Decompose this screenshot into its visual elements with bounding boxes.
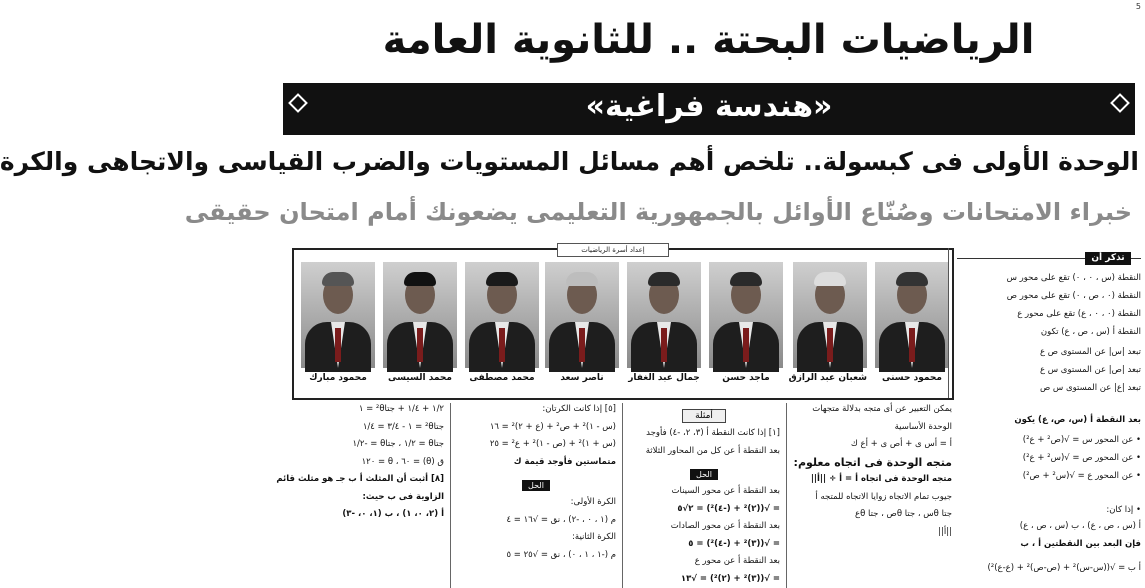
- col2-line: = √((٣)² + (-٤)²) = ٥: [688, 538, 780, 549]
- col4-line: جتا²θ = ١ - ٣/٤ = ١/٤: [362, 421, 444, 432]
- prep-label: إعداد أسرة الرياضيات: [557, 243, 669, 257]
- person-name: ناصر سعد: [560, 373, 604, 383]
- sidebar-line: تبعد |ع| عن المستوى س ص: [1039, 383, 1141, 393]
- sidebar-line: النقطة أ (س ، ص ، ع) تكون: [1040, 327, 1141, 337]
- person-card: [465, 262, 539, 388]
- portrait-tie: [579, 328, 585, 362]
- portrait-tie: [909, 328, 915, 362]
- col3-line: (س + ١)² + (ص - ١)² + ع² = ٢٥: [489, 439, 616, 449]
- person-card: [875, 262, 949, 388]
- portrait-photo: [545, 262, 619, 368]
- portrait-tie: [827, 328, 833, 362]
- corner-mark: 5: [1135, 2, 1141, 11]
- solution-badge: الحل: [522, 480, 550, 491]
- col2-line: بعد النقطة أ عن محور السينات: [671, 486, 780, 496]
- portrait-photo: [709, 262, 783, 368]
- col4-line: أ (٢، ٠، ١) ، ب (١، ٠، -٣): [342, 509, 444, 519]
- sidebar-line: النقطة (س ، ٠ ، ٠) تقع على محور س: [1006, 273, 1141, 283]
- person-name: محمود حسنى: [882, 373, 942, 383]
- person-name: شعبان عبد الرازق: [788, 373, 867, 383]
- examples-badge: أمثلة: [682, 409, 726, 423]
- sidebar-line: • عن المحور ع = √(س² + ص²): [1022, 471, 1141, 481]
- person-card: [788, 262, 867, 388]
- portrait-photo: [627, 262, 701, 368]
- portrait-tie: [743, 328, 749, 362]
- col3-line: الكرة الثانية:: [572, 532, 616, 542]
- column-separator: [786, 403, 787, 588]
- portrait-hair: [730, 272, 762, 286]
- sidebar-line: • عن المحور ص = √(س² + ع²): [1022, 453, 1141, 463]
- column-separator: [450, 403, 451, 588]
- col2-line: بعد النقطة أ عن محور الصادات: [670, 521, 780, 531]
- col2-line: بعد النقطة أ عن كل من المحاور الثلاثة: [645, 445, 780, 456]
- col4-line: الزاوية فى ب حيث:: [362, 491, 444, 502]
- portrait-hair: [896, 272, 928, 286]
- col2-line: بعد النقطة أ عن محور ع: [694, 556, 780, 566]
- headline: الوحدة الأولى فى كبسولة.. تلخص أهم مسائل المستويات والضرب القياسى والاتجاهى والكرة: [0, 147, 1139, 176]
- main-title: الرياضيات البحتة .. للثانوية العامة: [382, 17, 1035, 63]
- col1-line: يمكن التعبير عن أى متجه بدلالة متجهات: [812, 404, 952, 414]
- portrait-photo: [875, 262, 949, 368]
- sidebar-line: تبعد |ص| عن المستوى س ع: [1039, 365, 1141, 375]
- sidebar-line: بعد النقطة أ (س، ص، ع) يكون: [1014, 415, 1141, 425]
- portrait-hair: [486, 272, 518, 286]
- sidebar-remember: [957, 248, 1141, 588]
- person-card: [383, 262, 457, 388]
- person-name: ماجد حسن: [722, 373, 770, 383]
- col1-line: جيوب تمام الاتجاه زوايا الاتجاه للمتجه أ: [815, 491, 952, 502]
- portrait-photo: [793, 262, 867, 368]
- person-name: محمد مصطفى: [469, 373, 535, 383]
- portrait-hair: [322, 272, 354, 286]
- portrait-photo: [301, 262, 375, 368]
- column-angles: [276, 403, 444, 588]
- col1-line: جتا θس ، جتا θص ، جتا θع: [855, 509, 952, 519]
- person-card: [709, 262, 783, 388]
- band-title: «هندسة فراغية»: [585, 89, 833, 124]
- sidebar-line: فإن البعد بين النقطتين أ ، ب: [1020, 539, 1141, 549]
- sidebar-line: أ ب = √((س-س)² + (ص-ص)² + (ع-ع)²): [987, 563, 1141, 573]
- remember-label: تذكر أن: [1085, 252, 1131, 265]
- person-name: جمال عبد الغفار: [628, 373, 700, 383]
- col3-line: [٥] إذا كانت الكرتان:: [542, 404, 616, 414]
- col1-line: متجه الوحدة فى اتجاه معلوم:: [793, 455, 952, 469]
- portrait-tie: [417, 328, 423, 362]
- portrait-hair: [814, 272, 846, 286]
- sidebar-line: النقطة (٠ ، ص ، ٠) تقع على محور ص: [1006, 291, 1141, 301]
- col4-line: ١/٢ + ١/٤ + جتا²θ = ١: [358, 404, 444, 414]
- col2-line: = √((٢)² + (-٤)²) = ٢√٥: [677, 503, 780, 514]
- title-band: [283, 83, 1135, 135]
- subhead: خبراء الامتحانات وصُنّاع الأوائل بالجمهورية التعليمى يضعونك أمام امتحان حقيقى: [184, 198, 1132, 226]
- column-separator: [622, 403, 623, 588]
- col3-line: الكرة الأولى:: [570, 497, 616, 507]
- col4-line: [٨] أثبت أن المثلث أ ب جـ هو مثلث قائم: [276, 474, 444, 484]
- sidebar-line: • إذا كان:: [1106, 505, 1141, 515]
- col3-line: م (-١ ، ١ ، ٠) ، نق = √٢٥ = ٥: [506, 549, 616, 560]
- portrait-tie: [499, 328, 505, 362]
- portrait-tie: [335, 328, 341, 362]
- portrait-hair: [566, 272, 598, 286]
- col4-line: جتاθ = ١/٢ ، جتاθ = -١/٢: [352, 439, 444, 449]
- column-examples: [628, 403, 780, 588]
- person-name: محمد السيسى: [388, 373, 452, 383]
- col1-line: الوحدة الأساسية: [894, 421, 952, 432]
- portrait-tie: [661, 328, 667, 362]
- portrait-hair: [404, 272, 436, 286]
- person-card: [301, 262, 375, 388]
- col4-line: ق (θ) = ٦٠ ، θ = ١٢٠: [361, 456, 444, 467]
- col1-line: ||أ||: [938, 526, 952, 537]
- col2-line: = √((٣)² + (٢)²) = √١٣: [680, 573, 780, 584]
- col2-line: [١] إذا كانت النقطة أ (٣، ٢، -٤) فأوجد: [646, 428, 780, 438]
- column-spheres: [456, 403, 616, 588]
- sidebar-divider: [948, 248, 949, 398]
- person-card: [627, 262, 701, 388]
- solution-badge: الحل: [690, 469, 718, 480]
- col1-line: أ = أس ى + أص ى + أع ك: [850, 439, 952, 449]
- portrait-hair: [648, 272, 680, 286]
- sidebar-line: تبعد |س| عن المستوى ص ع: [1039, 347, 1141, 357]
- col3-line: (س - ١)² + ص² + (ع + ٢)² = ١٦: [489, 421, 616, 432]
- col3-line: م (١ ، ٠ ، -٢) ، نق = √١٦ = ٤: [506, 514, 616, 525]
- portrait-photo: [465, 262, 539, 368]
- col3-line: متماستين فأوجد قيمة ك: [513, 456, 616, 467]
- sidebar-line: أ (س ، ص ، ع) ، ب (س ، ص ، ع): [1019, 521, 1141, 531]
- portrait-photo: [383, 262, 457, 368]
- person-name: محمود مبارك: [309, 373, 367, 383]
- sidebar-line: النقطة (٠ ، ٠ ، ع) تقع على محور ع: [1017, 309, 1141, 319]
- col1-line: متجه الوحدة فى اتجاه أ = أ ÷ ||أ||: [810, 474, 952, 484]
- person-card: [545, 262, 619, 388]
- sidebar-line: • عن المحور س = √(ص² + ع²): [1022, 435, 1141, 445]
- column-vectors: [792, 403, 952, 588]
